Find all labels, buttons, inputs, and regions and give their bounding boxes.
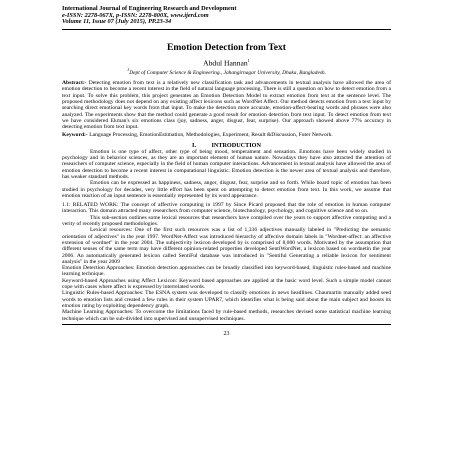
related-work-subsection-paragraph: This sub-section outlines some lexical resources that researchers have compiled over the years to support affective computing and a verity of recently proposed methodologies.: [62, 214, 391, 228]
intro-paragraph-2: Emotion can be expressed as happiness, sadness, anger, disgust, fear, surprise and so forth. While board topic of emotion has been studied in psychology for decades, very little effort has been spent on attempting to detect emotion from text. In this work, we assume that emotion reaction of an input sentence is essentially represented by its word appearance.: [62, 180, 391, 199]
linguistic-rules-paragraph: Linguistic Rules-based Approaches: The ESNA system was developed to classify emotions in news headlines. Chaumartin manually added seed words to emotion lists and created a few rules in their system UPAR7, which identifies what is being said about the main subject and boosts its emotion rating by exploiting dependency graph.: [62, 290, 391, 309]
affiliation: Dept of Computer Science & Engineering., Jahangirnagar University, Dhaka, Bangladesh.: [129, 70, 326, 77]
keywords-text: Language Processing, EmotionEstimation, Methodologies, Experiment, Result &Discussion, Futer Network.: [87, 132, 333, 139]
section-heading-introduction: I. INTRODUCTION: [192, 141, 261, 149]
page-number: 23: [223, 330, 230, 337]
intro-paragraph-1: Emotion is one type of affect, other type of being mood, temperament and sensation. Emotions have been widely studied in psychology and in behavior sciences, as they are an important element of human nature. Nowadays they have also attracted the attention of researchers of computer science, especially in the field of human computer interactions. Advancement in textual analysis have allowed the area of emotion detection to become a recent interest in computational linguistic. Emotion detection is the newer area of textual analysis and therefore, has weaker standard methods.: [62, 148, 391, 180]
abstract: [62, 80, 391, 130]
author-superscript: 1: [247, 57, 250, 63]
keywords-label: Keyword:-: [62, 132, 88, 139]
paper-title: Emotion Detection from Text: [167, 41, 286, 53]
machine-learning-paragraph: Machine Learning Approaches: To overcome the limitations faced by rule-based methods, researches devised some statistical machine learning technique which can be sub-divided into supervised and unsupervised techniques.: [62, 309, 391, 322]
related-work-paragraph: 1.1: RELATED WORK: The concept of affective computing in 1997 by Since Picard proposed that the role of emotion in human computer interaction. This domain attracted many researchers from computer science, biotechnology, psychology, and cognitive science and so on.: [62, 202, 391, 215]
journal-header: [62, 6, 391, 26]
footer-rule: [62, 324, 391, 325]
lexical-resources-paragraph: Lexical resources: One of the first such resources was a list of 1,336 adjectives manually labeled in "Predicting the semantic orientation of adjectives" in the year 1997. WordNet-Affect was introduced hierarchy of affective domain labels in "Wordnet-affect: an affective extension of wordnet" in the year 2004. The subjectivity lexicon developed by is comprised of 8,000 words. Motivated by the assumption that different senses of the same term may have different opinion-related properties developed SentiWordNet, a lexicon based on wordnetin the year 2006. An automatically generated lexicon called SentiFul database was introduced in "Sentiful Generating a reliable lexicon for sentiment analysis" in the year 2009: [62, 227, 391, 265]
author-line: [62, 57, 391, 68]
affiliation-superscript: 1: [127, 67, 130, 73]
journal-issn: e-ISSN: 2278-067X, p-ISSN: 2278-800X, www.ijerd.com: [62, 11, 209, 19]
journal-volume: Volume 11, Issue 07 (July 2015), PP.23-34: [62, 18, 172, 26]
abstract-label: Abstract:-: [62, 80, 87, 87]
author-name: Abdul Hannan: [203, 58, 248, 68]
keyword-based-approaches-paragraph: Keyword-based Approaches using Affect Lexicon: Keyword based approaches are applied at the basic word level. Such a simple model cannot cope with cases where affect is expressed by interrelated words.: [62, 277, 391, 291]
header-rule: [62, 29, 391, 30]
abstract-text: Detecting emotion from text is a relatively new classification task and advancements in textual analysis have allowed the area of emotion detection to become a recent interest in the field of natural language processing. There is still a question on how to detect emotion from a text input. To solve this problem, this project generates an Emotion Detection Model to extract emotion from text at the sentence level. The proposed methodology does not depend on any existing affect lexicons such as WordNet Affect. Our method detects emotion from a text input by searching direct emotional key words from that input. To make the detection more accurate, emotion-affect-bearing words and phrases were also analyzed. The experiments show that the method could generate a good result for emotion detection from text input. To detect emotion from text we have considered Ekman's six emotions class (joy, sadness, anger, disgust, fear, surprise). Our approach showed above 77% accuracy in detecting emotion from text input.: [62, 80, 391, 131]
journal-name: International Journal of Engineering Research and Development: [62, 5, 237, 12]
emotion-detection-approaches-paragraph: Emotion Detection Approaches: Emotion detection approaches can be broadly classified into keyword-based, linguistic rules-based and machine learning technique.: [62, 265, 391, 278]
affiliation-line: [62, 67, 391, 76]
keywords: [62, 132, 391, 138]
